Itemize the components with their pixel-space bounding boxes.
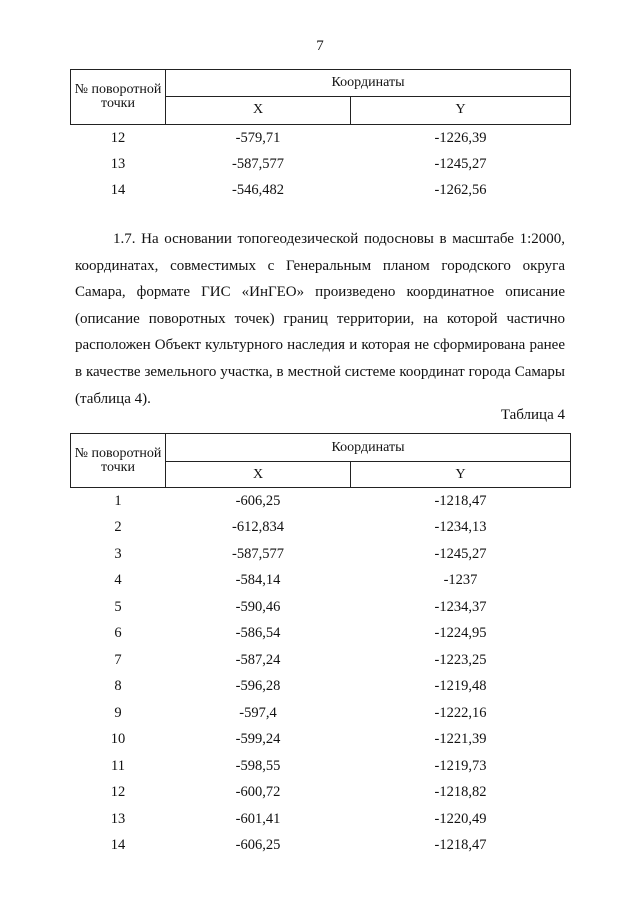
x-cell: -599,24 xyxy=(235,731,281,748)
table-row xyxy=(71,177,571,203)
y-cell: -1218,47 xyxy=(434,837,487,854)
y-cell: -1219,48 xyxy=(434,678,487,695)
y-cell: -1218,82 xyxy=(434,784,487,801)
x-cell: -584,14 xyxy=(235,572,281,589)
point-number-cell: 2 xyxy=(114,519,122,536)
paragraph-1-7: 1.7. На основании топогеодезической подосновы в масштабе 1:2000, координатах, совместимых с Генеральным планом городского округа Самара, формате ГИС «ИнГЕО» произведено координатное описание (описание поворотных точек) границ территории, на которой частично расположен Объект культурного наследия и которая не сформирована ранее в качестве земельного участка, в местной системе координат города Самары (таблица 4). xyxy=(75,231,565,407)
header-x: X xyxy=(166,462,351,488)
point-number-cell: 14 xyxy=(110,837,126,854)
table-row xyxy=(71,541,571,568)
point-number-cell: 8 xyxy=(114,678,122,695)
y-cell: -1245,27 xyxy=(434,545,487,562)
x-cell: -579,71 xyxy=(235,129,281,146)
x-cell: -587,24 xyxy=(235,651,281,668)
point-number-cell: 11 xyxy=(111,757,125,774)
header-x: X xyxy=(166,96,351,124)
point-number-cell: 7 xyxy=(114,651,122,668)
header-y: Y xyxy=(351,96,571,124)
point-number-cell: 9 xyxy=(114,704,122,721)
table-row xyxy=(71,151,571,177)
table-row xyxy=(71,700,571,727)
x-cell: -586,54 xyxy=(235,625,281,642)
x-cell: -590,46 xyxy=(235,598,281,615)
table-row xyxy=(71,125,571,152)
point-number-cell: 1 xyxy=(114,492,122,509)
table-row xyxy=(71,568,571,595)
x-cell: -596,28 xyxy=(235,678,281,695)
x-cell: -597,4 xyxy=(239,704,277,721)
page-number: 7 xyxy=(316,38,324,54)
y-cell: -1223,25 xyxy=(434,651,487,668)
x-cell: -601,41 xyxy=(235,810,281,827)
point-number-cell: 5 xyxy=(114,598,122,615)
table-row xyxy=(71,806,571,833)
x-cell: -612,834 xyxy=(232,519,284,536)
y-cell: -1237 xyxy=(443,572,478,589)
y-cell: -1226,39 xyxy=(434,129,487,146)
table-row xyxy=(71,488,571,515)
y-cell: -1224,95 xyxy=(434,625,487,642)
y-cell: -1234,37 xyxy=(434,598,487,615)
header-coordinates: Координаты xyxy=(166,434,571,462)
x-cell: -587,577 xyxy=(232,545,284,562)
x-cell: -587,577 xyxy=(232,155,284,172)
y-cell: -1262,56 xyxy=(434,181,487,198)
y-cell: -1222,16 xyxy=(434,704,487,721)
table-row xyxy=(71,753,571,780)
coordinates-table-4 xyxy=(70,433,571,859)
table-row xyxy=(71,621,571,648)
point-number-cell: 14 xyxy=(110,181,126,198)
y-cell: -1219,73 xyxy=(434,757,487,774)
point-number-cell: 12 xyxy=(110,784,126,801)
x-cell: -598,55 xyxy=(235,757,281,774)
point-number-cell: 10 xyxy=(110,731,126,748)
point-number-cell: 12 xyxy=(110,129,126,146)
table-row xyxy=(71,833,571,860)
coordinates-table-continued xyxy=(70,69,571,203)
table-row xyxy=(71,515,571,542)
point-number-cell: 13 xyxy=(110,810,126,827)
point-number-cell: 6 xyxy=(114,625,122,642)
table-row xyxy=(71,780,571,807)
y-cell: -1218,47 xyxy=(434,492,487,509)
x-cell: -546,482 xyxy=(232,181,284,198)
table-row xyxy=(71,727,571,754)
x-cell: -600,72 xyxy=(235,784,281,801)
y-cell: -1221,39 xyxy=(434,731,487,748)
table-caption: Таблица 4 xyxy=(500,407,565,423)
point-number-cell: 3 xyxy=(114,545,122,562)
y-cell: -1234,13 xyxy=(434,519,487,536)
table-row xyxy=(71,674,571,701)
table-row xyxy=(71,647,571,674)
x-cell: -606,25 xyxy=(235,837,281,854)
header-point-number: № поворотной точки xyxy=(71,70,166,125)
header-coordinates: Координаты xyxy=(166,70,571,97)
y-cell: -1245,27 xyxy=(434,155,487,172)
x-cell: -606,25 xyxy=(235,492,281,509)
y-cell: -1220,49 xyxy=(434,810,487,827)
point-number-cell: 4 xyxy=(114,572,122,589)
table-row xyxy=(71,594,571,621)
header-point-number: № поворотной точки xyxy=(71,434,166,488)
header-y: Y xyxy=(351,462,571,488)
point-number-cell: 13 xyxy=(110,155,126,172)
